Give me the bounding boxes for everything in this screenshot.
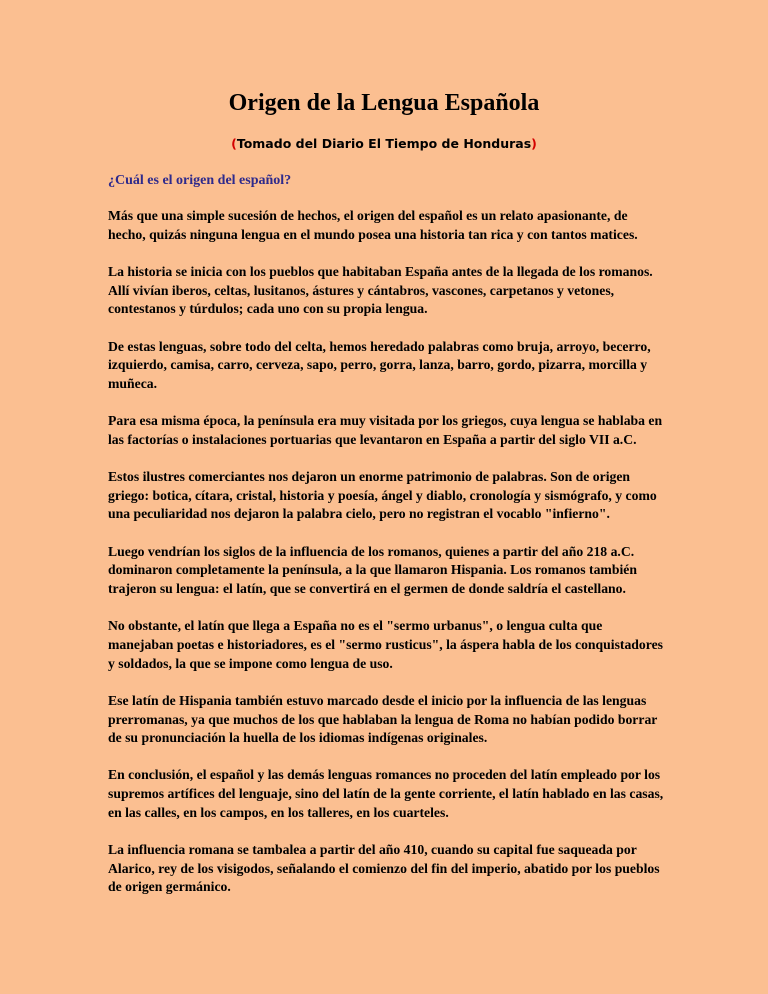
body-paragraph: En conclusión, el español y las demás lenguas romances no proceden del latín empleado por los supremos artífices del lenguaje, sino del latín de la gente corriente, el latín hablado en las casas, en las calles, en los campos, en los talleres, en los cuarteles.: [108, 767, 664, 820]
document-title: Origen de la Lengua Española: [228, 90, 540, 116]
body-paragraph: Luego vendrían los siglos de la influencia de los romanos, quienes a partir del año 218 a.C. dominaron completamente la península, a la que llamaron Hispania. Los romanos también trajeron su lengua: el latín, que se convertirá en el germen de donde saldría el castellano.: [108, 543, 637, 597]
subtitle-close-paren: ): [531, 136, 537, 151]
body-paragraph: La historia se inicia con los pueblos que habitaban España antes de la llegada de los romanos. Allí vivían iberos, celtas, lusitanos, ástures y cántabros, vascones, carpetanos y vetones, contestanos y túrdulos; cada uno con su propia lengua.: [108, 263, 653, 317]
body-paragraph: Ese latín de Hispania también estuvo marcado desde el inicio por la influencia de las lenguas prerromanas, ya que muchos de los que hablaban la lengua de Roma no habían podido borrar de su pronunciación la huella de los idiomas indígenas originales.: [108, 692, 658, 746]
section-question-heading: ¿Cuál es el origen del español?: [108, 173, 292, 188]
document-body: [108, 207, 668, 916]
subtitle-open-paren: (: [231, 136, 237, 151]
subtitle-source-text: Tomado del Diario El Tiempo de Honduras: [236, 136, 532, 151]
document-subtitle: [0, 135, 768, 153]
body-paragraph: De estas lenguas, sobre todo del celta, hemos heredado palabras como bruja, arroyo, becerro, izquierdo, camisa, carro, cerveza, sapo, perro, gorra, lanza, barro, gordo, pizarra, morcilla y muñeca.: [108, 338, 651, 391]
body-paragraph: Para esa misma época, la península era muy visitada por los griegos, cuya lengua se hablaba en las factorías o instalaciones portuarias que levantaron en España a partir del siglo VII a.C.: [108, 413, 663, 447]
body-paragraph: La influencia romana se tambalea a partir del año 410, cuando su capital fue saqueada por Alarico, rey de los visigodos, señalando el comienzo del fin del imperio, abatido por los pueblos de origen germánico.: [108, 842, 660, 895]
body-paragraph: Más que una simple sucesión de hechos, el origen del español es un relato apasionante, de hecho, quizás ninguna lengua en el mundo posea una historia tan rica y con tantos matices.: [108, 208, 638, 242]
body-paragraph: No obstante, el latín que llega a España no es el "sermo urbanus", o lengua culta que manejaban poetas e historiadores, es el "sermo rusticus", la áspera habla de los conquistadores y soldados, la que se impone como lengua de uso.: [108, 618, 663, 671]
body-paragraph: Estos ilustres comerciantes nos dejaron un enorme patrimonio de palabras. Son de origen griego: botica, cítara, cristal, historia y poesía, ángel y diablo, cronología y sismógrafo, y como una peculiaridad nos dejaron la palabra cielo, pero no registran el vocablo "infierno".: [108, 469, 657, 522]
